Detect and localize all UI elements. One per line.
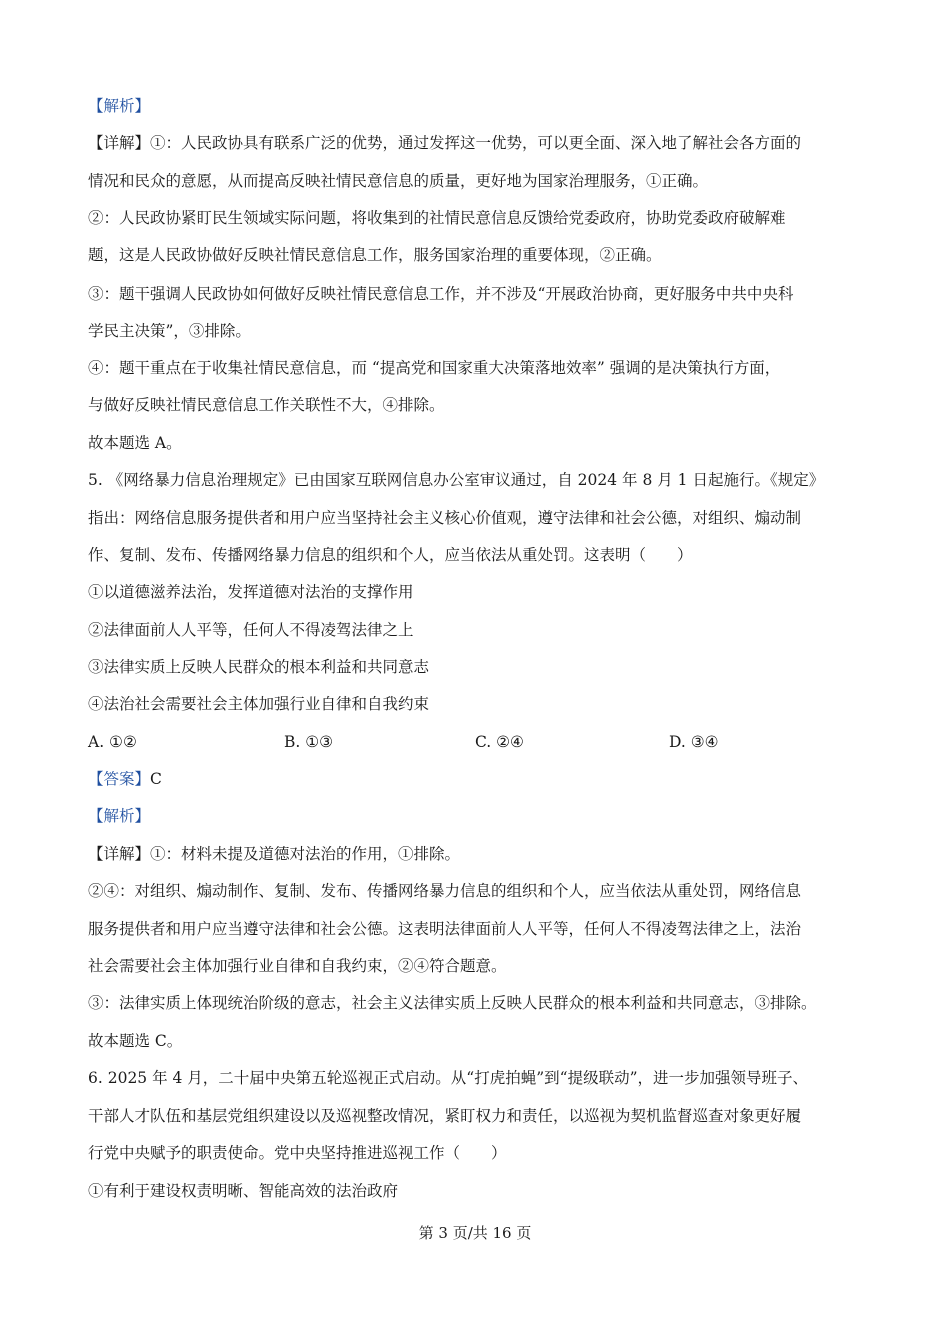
detail-line: 学民主决策”，③排除。 [88,322,251,340]
detail-line: ②④：对组织、煽动制作、复制、发布、传播网络暴力信息的组织和个人，应当依法从重处罚，网络信息 [88,882,802,900]
question-5-stem: 5. 《网络暴力信息治理规定》已由国家互联网信息办公室审议通过，自 2024 年 8 月 1 日起施行。《规定》 [88,471,825,489]
detail-line: 【详解】①：材料未提及道德对法治的作用，①排除。 [88,845,461,863]
detail-line: ②：人民政协紧盯民生领域实际问题，将收集到的社情民意信息反馈给党委政府，协助党委政府破解难 [88,209,786,227]
statement-1: ①有利于建设权责明晰、智能高效的法治政府 [88,1182,399,1200]
question-5-stem: 指出：网络信息服务提供者和用户应当坚持社会主义核心价值观，遵守法律和社会公德，对组织、煽动制 [88,509,802,527]
answer-value: C [150,770,162,788]
page-footer: 第 3 页/共 16 页 [418,1224,532,1242]
detail-line: 情况和民众的意愿，从而提高反映社情民意信息的质量，更好地为国家治理服务，①正确。 [88,172,709,190]
option-a: A. ①② [88,733,137,751]
detail-line: ④：题干重点在于收集社情民意信息，而 “提高党和国家重大决策落地效率” 强调的是决策执行方面， [88,359,781,377]
option-d: D. ③④ [669,733,719,751]
statement-1: ①以道德滋养法治，发挥道德对法治的支撑作用 [88,583,414,601]
analysis-heading: 【解析】 [88,807,151,825]
detail-line: 【详解】①：人民政协具有联系广泛的优势，通过发挥这一优势，可以更全面、深入地了解社会各方面的 [88,134,802,152]
option-b: B. ①③ [284,733,334,751]
detail-line: 社会需要社会主体加强行业自律和自我约束，②④符合题意。 [88,957,507,975]
statement-4: ④法治社会需要社会主体加强行业自律和自我约束 [88,695,430,713]
conclusion-line: 故本题选 C。 [88,1032,183,1050]
question-6-stem: 6. 2025 年 4 月，二十届中央第五轮巡视正式启动。从“打虎拍蝇”到“提级联动”，进一步加强领导班子、 [88,1069,809,1087]
question-6-stem: 干部人才队伍和基层党组织建设以及巡视整改情况，紧盯权力和责任，以巡视为契机监督巡查对象更好履 [88,1107,802,1125]
answer-options [88,731,788,753]
answer-tag: 【答案】 [88,770,151,788]
conclusion-line: 故本题选 A。 [88,434,182,452]
question-6-stem: 行党中央赋予的职责使命。党中央坚持推进巡视工作（ ） [88,1144,507,1162]
answer-line [88,768,162,790]
detail-line: 服务提供者和用户应当遵守法律和社会公德。这表明法律面前人人平等，任何人不得凌驾法律之上，法治 [88,920,802,938]
analysis-heading: 【解析】 [88,97,151,115]
question-5-stem: 作、复制、发布、传播网络暴力信息的组织和个人，应当依法从重处罚。这表明（ ） [88,546,693,564]
option-c: C. ②④ [475,733,524,751]
statement-2: ②法律面前人人平等，任何人不得凌驾法律之上 [88,621,414,639]
detail-line: 题，这是人民政协做好反映社情民意信息工作，服务国家治理的重要体现，②正确。 [88,246,662,264]
statement-3: ③法律实质上反映人民群众的根本利益和共同意志 [88,658,430,676]
detail-line: ③：题干强调人民政协如何做好反映社情民意信息工作，并不涉及“开展政治协商，更好服务中共中央科 [88,285,794,303]
detail-line: 与做好反映社情民意信息工作关联性不大，④排除。 [88,396,445,414]
detail-line: ③：法律实质上体现统治阶级的意志，社会主义法律实质上反映人民群众的根本利益和共同意志，③排除。 [88,994,817,1012]
